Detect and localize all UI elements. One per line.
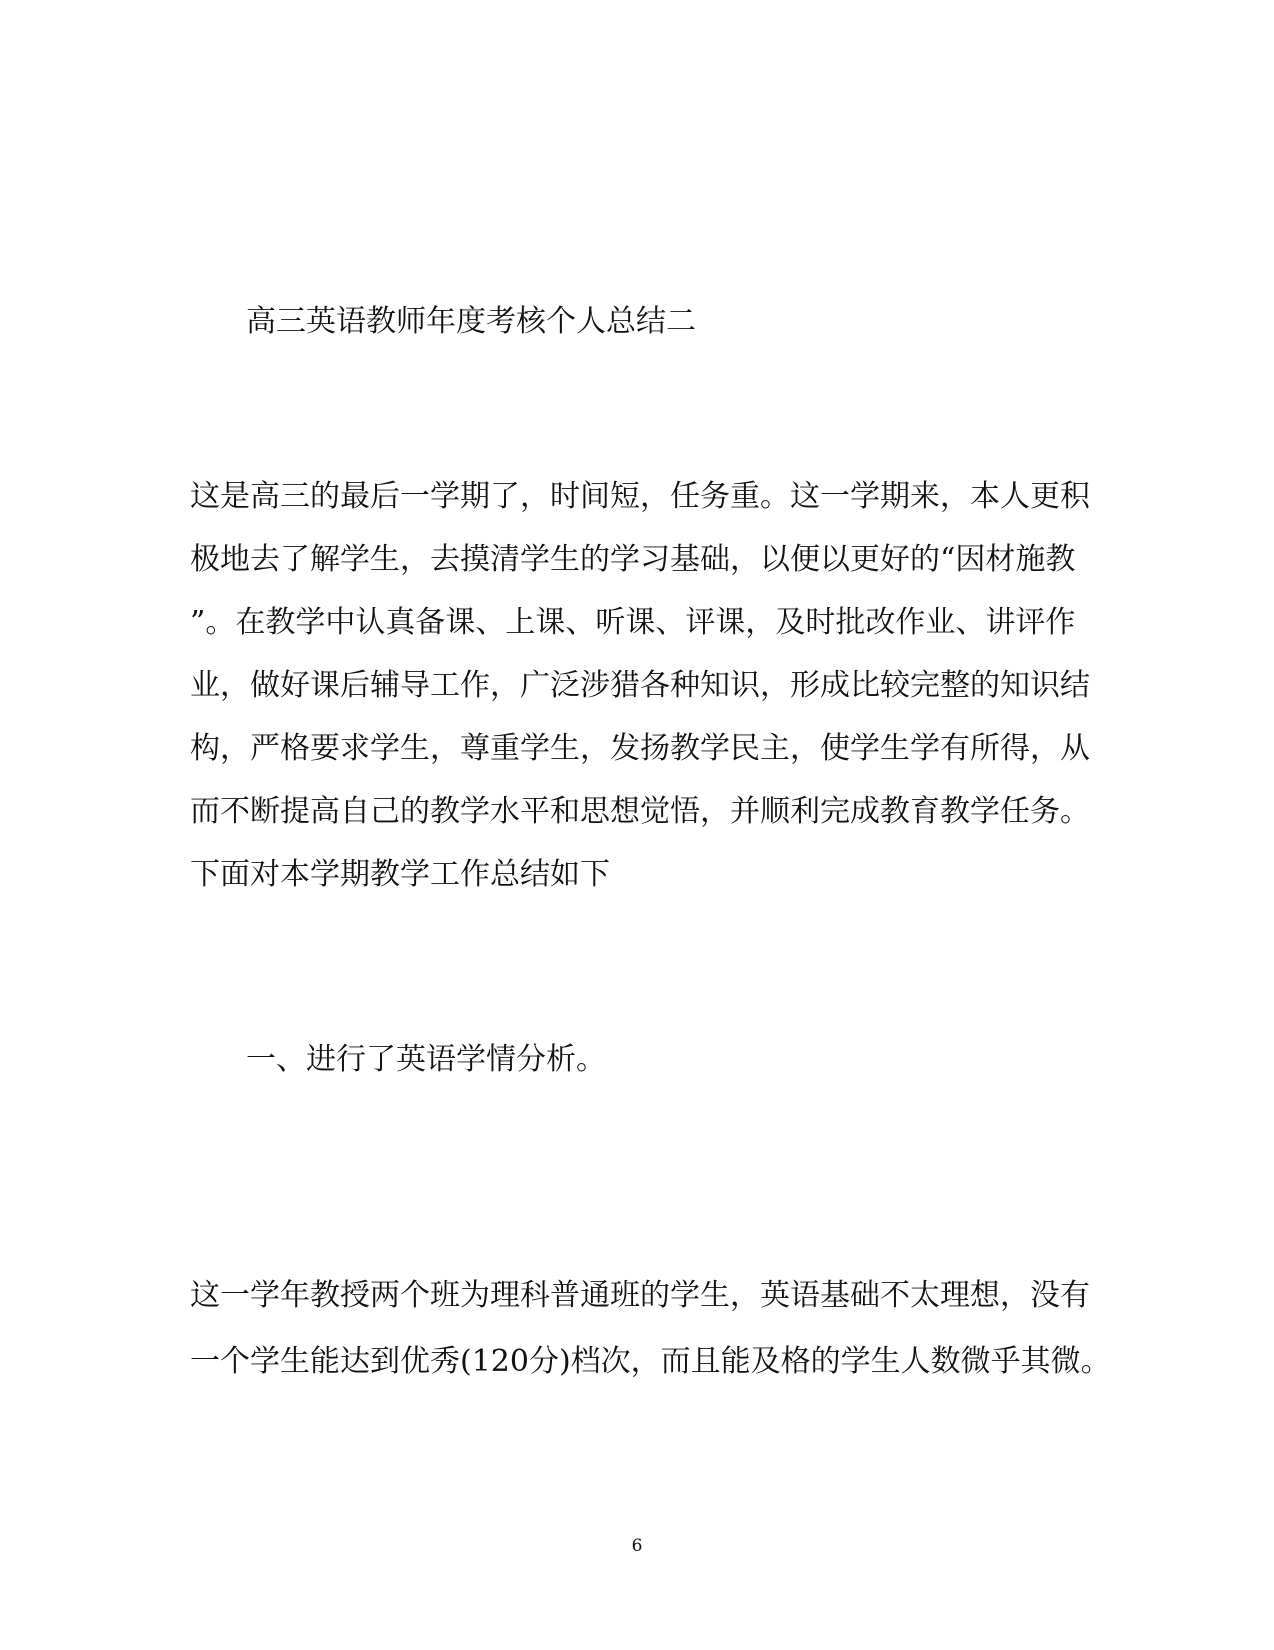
paragraph-line: 极地去了解学生，去摸清学生的学习基础，以便以更好的“因材施教 <box>190 542 1076 577</box>
paragraph-line: 一个学生能达到优秀(120分)档次，而且能及格的学生人数微乎其微。 <box>190 1344 1111 1379</box>
paragraph-line: ”。在教学中认真备课、上课、听课、评课，及时批改作业、讲评作 <box>190 605 1076 640</box>
page-number: 6 <box>631 1536 643 1556</box>
paragraph-line: 这一学年教授两个班为理科普通班的学生，英语基础不太理想，没有 <box>190 1278 1090 1313</box>
paragraph-line: 这是高三的最后一学期了，时间短，任务重。这一学期来，本人更积 <box>190 479 1090 514</box>
document-title: 高三英语教师年度考核个人总结二 <box>246 304 696 339</box>
paragraph-line: 构，严格要求学生，尊重学生，发扬教学民主，使学生学有所得，从 <box>190 731 1090 766</box>
section-heading: 一、进行了英语学情分析。 <box>246 1042 606 1077</box>
paragraph-line: 而不断提高自己的教学水平和思想觉悟，并顺利完成教育教学任务。 <box>190 794 1090 829</box>
paragraph-line: 业，做好课后辅导工作，广泛涉猎各种知识，形成比较完整的知识结 <box>190 668 1090 703</box>
paragraph-line: 下面对本学期教学工作总结如下 <box>190 857 610 892</box>
